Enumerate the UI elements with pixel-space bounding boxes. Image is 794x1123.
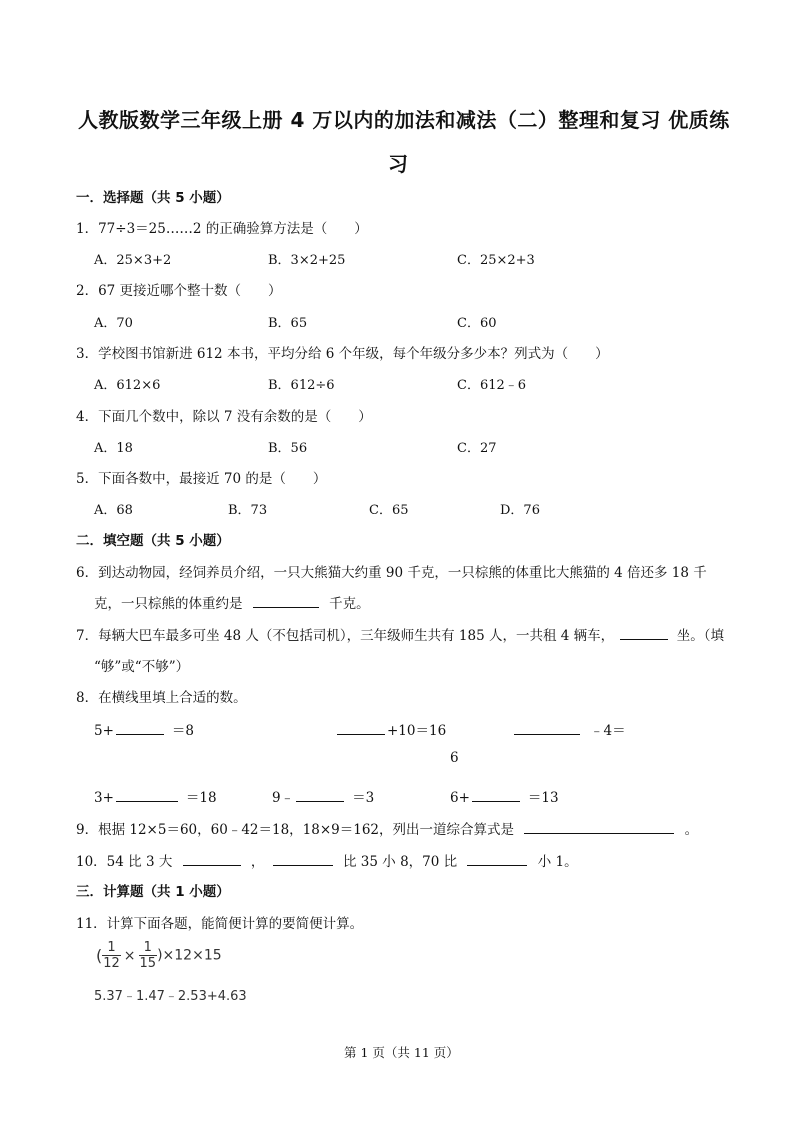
q4-option-c: C．27 xyxy=(457,441,497,456)
fraction-1-numerator: 1 xyxy=(102,940,121,956)
q10-text-b: ， xyxy=(250,854,265,870)
q10-text-d: 小 1。 xyxy=(537,854,578,870)
q8-equation-3 xyxy=(512,719,626,739)
fraction-1-denominator: 12 xyxy=(103,956,120,971)
q10-blank-3[interactable] xyxy=(467,853,527,866)
q8-equation-1 xyxy=(94,719,194,739)
question-5: 5．下面各数中，最接近 70 的是（ ） xyxy=(76,471,327,487)
q10-text-a: 10．54 比 3 大 xyxy=(76,854,173,870)
q5-option-b: B．73 xyxy=(228,503,268,518)
q9-text: 9．根据 12×5＝60，60﹣42＝18，18×9＝162，列出一道综合算式是 xyxy=(76,822,515,838)
question-7-line1 xyxy=(76,624,724,644)
section-heading-choice: 一．选择题（共 5 小题） xyxy=(76,190,230,206)
q3-option-c: C．612﹣6 xyxy=(457,378,527,393)
fraction-1-12 xyxy=(102,940,121,971)
q8-e3-blank[interactable] xyxy=(514,722,580,735)
q9-period: 。 xyxy=(684,822,699,838)
fraction-1-15 xyxy=(139,940,158,971)
q8-e2-blank[interactable] xyxy=(337,722,385,735)
q8-e1-suffix: ＝8 xyxy=(171,723,194,739)
q8-e6-suffix: ＝13 xyxy=(527,790,559,806)
q10-text-c: 比 35 小 8，70 比 xyxy=(343,854,458,870)
q6-text-a: 克，一只棕熊的体重约是 xyxy=(94,596,243,612)
section-heading-calc: 三．计算题（共 1 小题） xyxy=(76,884,230,900)
q6-answer-blank[interactable] xyxy=(253,595,319,608)
q3-option-b: B．612÷6 xyxy=(268,378,335,393)
q8-e6-prefix: 6+ xyxy=(450,790,470,806)
q8-e5-suffix: ＝3 xyxy=(352,790,375,806)
q7-text-b: 坐。（填 xyxy=(676,628,724,644)
q8-e2-suffix: +10＝16 xyxy=(387,723,447,739)
q2-option-b: B．65 xyxy=(268,316,308,331)
q7-text-a: 7．每辆大巴车最多可坐 48 人（不包括司机），三年级师生共有 185 人，一共租 4 辆车， xyxy=(76,628,615,644)
q8-e3-result: 6 xyxy=(450,750,459,766)
q1-option-c: C．25×2+3 xyxy=(457,253,535,268)
q8-equation-6 xyxy=(450,786,559,806)
q11-left-paren: ( xyxy=(96,946,103,965)
q6-text-b: 千克。 xyxy=(329,596,370,612)
q8-equation-4 xyxy=(94,786,217,806)
q5-option-d: D．76 xyxy=(500,503,540,518)
question-4: 4．下面几个数中，除以 7 没有余数的是（ ） xyxy=(76,409,372,425)
q5-option-a: A．68 xyxy=(94,503,133,518)
document-title-line2: 习 xyxy=(388,152,409,176)
section-heading-fill: 二．填空题（共 5 小题） xyxy=(76,533,230,549)
q8-e5-prefix: 9﹣ xyxy=(272,790,295,806)
q8-e5-blank[interactable] xyxy=(296,789,344,802)
q4-option-b: B．56 xyxy=(268,441,308,456)
q8-e3-suffix: ﹣4＝ xyxy=(590,723,626,739)
q3-option-a: A．612×6 xyxy=(94,378,161,393)
question-2: 2．67 更接近哪个整十数（ ） xyxy=(76,283,282,299)
fraction-2-numerator: 1 xyxy=(139,940,158,956)
q11-times: × xyxy=(123,947,136,964)
q2-option-c: C．60 xyxy=(457,316,497,331)
q1-option-a: A．25×3+2 xyxy=(94,253,172,268)
question-3: 3．学校图书馆新进 612 本书，平均分给 6 个年级，每个年级分多少本？列式为（ ） xyxy=(76,346,609,362)
q8-e4-blank[interactable] xyxy=(116,789,178,802)
question-8: 8．在横线里填上合适的数。 xyxy=(76,690,247,706)
q8-e6-blank[interactable] xyxy=(472,789,520,802)
question-10 xyxy=(76,850,578,870)
q5-option-c: C．65 xyxy=(369,503,409,518)
q8-e1-blank[interactable] xyxy=(116,722,164,735)
q11-expression-2: 5.37﹣1.47﹣2.53+4.63 xyxy=(94,989,247,1004)
q8-e4-prefix: 3+ xyxy=(94,790,114,806)
fraction-2-denominator: 15 xyxy=(139,956,157,971)
page-footer: 第 1 页（共 11 页） xyxy=(344,1045,459,1060)
q8-equation-5 xyxy=(272,786,374,806)
q11-rest: )×12×15 xyxy=(157,947,222,964)
question-1: 1．77÷3＝25……2 的正确验算方法是（ ） xyxy=(76,221,368,237)
q11-expression-1 xyxy=(96,940,222,971)
q7-answer-blank[interactable] xyxy=(620,627,668,640)
q8-e4-suffix: ＝18 xyxy=(185,790,217,806)
q10-blank-1[interactable] xyxy=(183,853,241,866)
q1-option-b: B．3×2+25 xyxy=(268,253,346,268)
question-6-line2 xyxy=(94,592,370,612)
document-title-line1: 人教版数学三年级上册 4 万以内的加法和减法（二）整理和复习 优质练 xyxy=(78,108,730,132)
question-11: 11．计算下面各题，能简便计算的要简便计算。 xyxy=(76,916,364,932)
q9-answer-blank[interactable] xyxy=(524,821,674,834)
q4-option-a: A．18 xyxy=(94,441,133,456)
q2-option-a: A．70 xyxy=(94,316,133,331)
q10-blank-2[interactable] xyxy=(273,853,333,866)
q8-equation-2 xyxy=(335,719,446,739)
question-9 xyxy=(76,818,698,838)
q8-e1-prefix: 5+ xyxy=(94,723,114,739)
question-7-line2: “够”或“不够”） xyxy=(94,659,190,675)
question-6-line1: 6．到达动物园，经饲养员介绍，一只大熊猫大约重 90 千克，一只棕熊的体重比大熊猫的 4 倍还多 18 千 xyxy=(76,565,707,581)
